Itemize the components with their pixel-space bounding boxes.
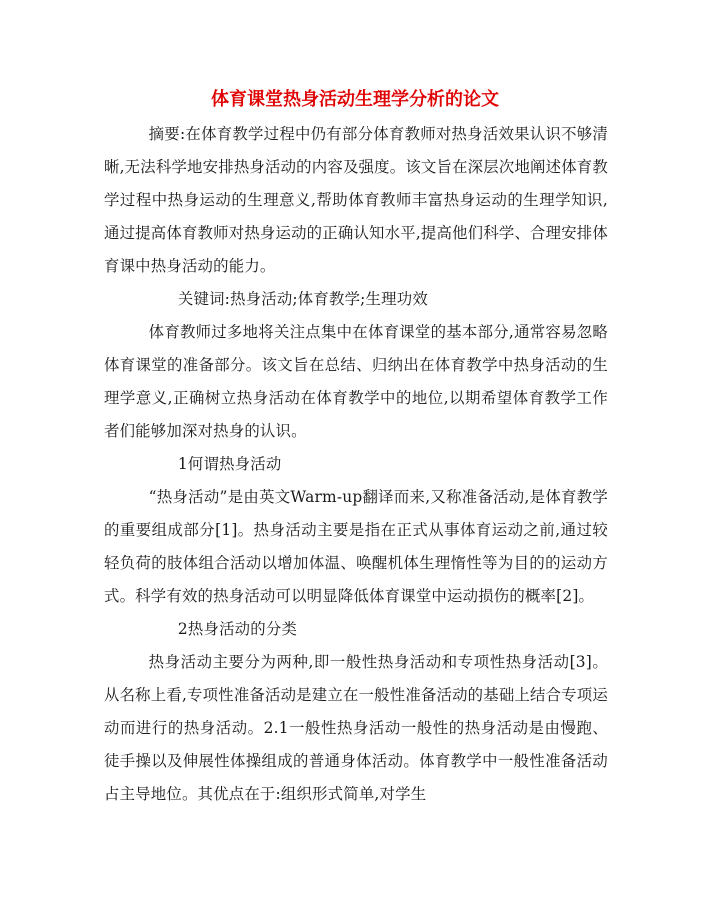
abstract-paragraph: 摘要:在体育教学过程中仍有部分体育教师对热身活效果认识不够清晰,无法科学地安排热身活动的内容及强度。该文旨在深层次地阐述体育教学过程中热身运动的生理意义,帮助体育教师丰富热身运动的生理学知识,通过提高体育教师对热身运动的正确认知水平,提高他们科学、合理安排体育课中热身活动的能力。: [104, 125, 608, 275]
section-1-heading: 1何谓热身活动: [177, 455, 282, 473]
intro-paragraph: 体育教师过多地将关注点集中在体育课堂的基本部分,通常容易忽略体育课堂的准备部分。该文旨在总结、归纳出在体育教学中热身活动的生理学意义,正确树立热身活动在体育教学中的地位,以期希望体育教学工作者们能够加深对热身的认识。: [104, 323, 608, 440]
document-title: 体育课堂热身活动生理学分析的论文: [211, 89, 499, 110]
keywords-paragraph: 关键词:热身活动;体育教学;生理功效: [177, 290, 428, 308]
section-2-heading: 2热身活动的分类: [177, 620, 298, 638]
section-2-paragraph: 热身活动主要分为两种,即一般性热身活动和专项性热身活动[3]。从名称上看,专项性准备活动是建立在一般性准备活动的基础上结合专项运动而进行的热身活动。2.1一般性热身活动一般性的热身活动是由慢跑、徒手操以及伸展性体操组成的普通身体活动。体育教学中一般性准备活动占主导地位。其优点在于:组织形式简单,对学生: [104, 653, 608, 803]
section-1-paragraph: “热身活动”是由英文Warm-up翻译而来,又称准备活动,是体育教学的重要组成部分[1]。热身活动主要是指在正式从事体育运动之前,通过较轻负荷的肢体组合活动以增加体温、唤醒机体生理惰性等为目的的运动方式。科学有效的热身活动可以明显降低体育课堂中运动损伤的概率[2]。: [104, 488, 608, 605]
document-body: [104, 118, 608, 811]
